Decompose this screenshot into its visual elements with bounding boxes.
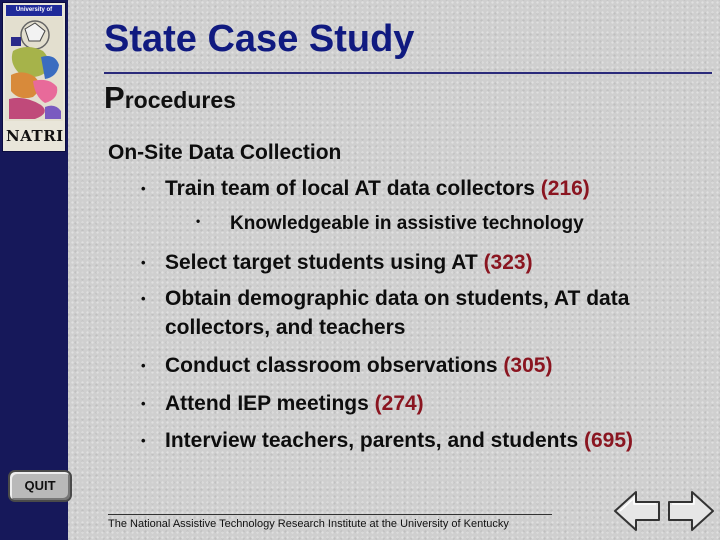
bullet-text: Obtain demographic data on students, AT data collectors, and teachers (165, 287, 630, 339)
bullet-count: (305) (503, 354, 553, 377)
bullet-item (141, 389, 424, 418)
bullet-text: Train team of local AT data collectors (165, 177, 541, 200)
bullet-text: Attend IEP meetings (165, 392, 375, 415)
bullet-item (141, 284, 710, 342)
bullet-count: (323) (483, 251, 533, 274)
section-heading: On-Site Data Collection (108, 141, 342, 164)
bullet-dot: • (141, 358, 146, 373)
bullet-count: (216) (540, 177, 590, 200)
slide-title: State Case Study (104, 18, 415, 60)
natri-logo (2, 2, 66, 152)
logo-university-label: University of (6, 5, 62, 16)
slide-subtitle (104, 80, 236, 116)
logo-collage-image (5, 17, 63, 121)
bullet-dot: • (141, 433, 146, 448)
bullet-item (141, 248, 533, 277)
footer-text: The National Assistive Technology Research Institute at the University of Kentucky (108, 518, 509, 530)
footer-divider (108, 514, 552, 515)
subtitle-rest: rocedures (124, 87, 236, 113)
title-divider (104, 72, 712, 74)
bullet-item (141, 351, 553, 380)
logo-natri-wordmark: NATRI (6, 127, 64, 145)
quit-button[interactable]: QUIT (8, 470, 72, 502)
bullet-dot: • (141, 181, 146, 196)
bullet-item (141, 426, 633, 455)
bullet-count: (274) (374, 392, 424, 415)
sub-bullet-text: Knowledgeable in assistive technology (230, 213, 584, 234)
bullet-text: Interview teachers, parents, and students (165, 429, 584, 452)
sub-bullet-dot: • (196, 214, 201, 228)
bullet-count: (695) (583, 429, 633, 452)
arrow-left-icon[interactable] (612, 488, 662, 534)
bullet-dot: • (141, 291, 146, 306)
bullet-text: Select target students using AT (165, 251, 484, 274)
bullet-item (141, 174, 590, 203)
arrow-right-icon[interactable] (666, 488, 716, 534)
bullet-text: Conduct classroom observations (165, 354, 504, 377)
left-sidebar (0, 0, 68, 540)
bullet-dot: • (141, 255, 146, 270)
sub-bullet-item (196, 213, 584, 235)
subtitle-initial: P (104, 80, 125, 115)
bullet-dot: • (141, 396, 146, 411)
